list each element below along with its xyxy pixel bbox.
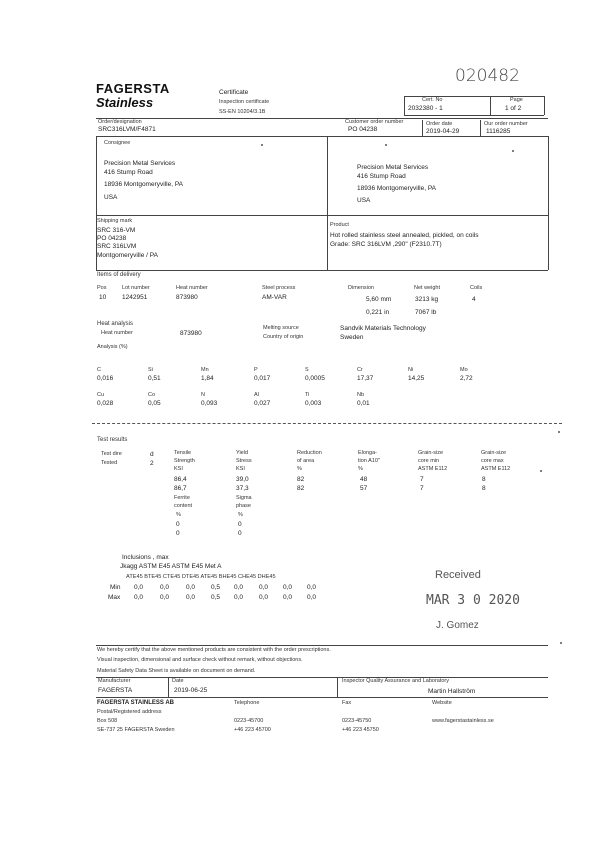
inspection-statement: Visual inspection, dimensional and surface check without remark, without objections. bbox=[97, 657, 303, 663]
handwritten-number: 020482 bbox=[455, 66, 520, 86]
signoff-date-label: Date bbox=[172, 678, 184, 684]
consignee-line: USA bbox=[104, 194, 118, 201]
delivery-section-label: Items of delivery bbox=[97, 272, 141, 278]
inclusion-cell: 0,0 bbox=[234, 594, 244, 601]
chem-value: 0,017 bbox=[254, 375, 271, 382]
inclusions-row-label: Min bbox=[110, 584, 121, 591]
chem-element: S bbox=[305, 367, 309, 373]
test-cell: 8 bbox=[482, 476, 486, 483]
head-sigma: Sigma bbox=[236, 495, 252, 501]
head-elongation: Elonga- bbox=[358, 450, 377, 456]
head-grain-max: Grain-size bbox=[481, 450, 507, 456]
head-elongation: % bbox=[358, 466, 363, 472]
delivery-dimension: 5,60 mm bbox=[366, 296, 392, 303]
head-yield: Stress bbox=[236, 458, 252, 464]
chem-element: Mo bbox=[460, 367, 468, 373]
footer-city: SE-737 25 FAGERSTA Sweden bbox=[97, 727, 175, 733]
page-label: Page bbox=[510, 97, 523, 103]
analysis-label: Analysis (%) bbox=[97, 344, 128, 350]
shipping-mark-line: SRC 316-VM bbox=[97, 227, 136, 234]
head-ferrite: content bbox=[174, 503, 193, 509]
cert-no-label: Cert. No bbox=[422, 97, 443, 103]
test-cell: 7 bbox=[420, 485, 424, 492]
scan-speck bbox=[558, 431, 560, 433]
our-order-number: 1116285 bbox=[486, 128, 511, 135]
sigma-value: 0 bbox=[238, 530, 242, 537]
scan-speck bbox=[560, 642, 562, 644]
head-reduction: % bbox=[297, 466, 302, 472]
delivery-col-dimension: Dimension bbox=[348, 285, 374, 291]
chem-element: Nb bbox=[357, 392, 365, 398]
chem-value: 1,84 bbox=[201, 375, 214, 382]
footer-website-label: Website bbox=[432, 700, 452, 706]
inclusion-cell: 0,0 bbox=[186, 594, 196, 601]
inclusions-row-label: Max bbox=[108, 594, 121, 601]
consignee-label: Consignee bbox=[104, 140, 131, 146]
ferrite-value: 0 bbox=[176, 530, 180, 537]
chem-value: 2,72 bbox=[460, 375, 473, 382]
company-logo-text: FAGERSTA bbox=[96, 81, 170, 96]
cert-no: 2032380 - 1 bbox=[408, 105, 443, 112]
buyer-line: 416 Stump Road bbox=[357, 173, 406, 180]
chem-element: Cr bbox=[357, 367, 363, 373]
footer-box: Box 508 bbox=[97, 718, 118, 724]
chem-element: Al bbox=[254, 392, 259, 398]
chem-element: Ni bbox=[408, 367, 414, 373]
received-stamp-date: MAR 3 0 2020 bbox=[426, 593, 520, 608]
delivery-col-heat: Heat number bbox=[176, 285, 208, 291]
chem-element: C bbox=[97, 367, 101, 373]
buyer-line: USA bbox=[357, 197, 371, 204]
chem-element: N bbox=[201, 392, 205, 398]
country-of-origin: Sweden bbox=[340, 334, 364, 341]
head-elongation: tion A10" bbox=[358, 458, 380, 464]
delivery-pos: 10 bbox=[99, 294, 107, 301]
doc-subtitle: Inspection certificate bbox=[219, 99, 270, 105]
test-cell: 86,4 bbox=[174, 476, 187, 483]
head-grain-min: ASTM E112 bbox=[418, 466, 448, 472]
tested-label: Tested bbox=[101, 460, 118, 466]
buyer-line: 18936 Montgomeryville, PA bbox=[357, 185, 437, 192]
manufacturer: FAGERSTA bbox=[98, 687, 133, 694]
inspector-name: Martin Hallström bbox=[428, 688, 476, 695]
delivery-col-weight: Net weight bbox=[414, 285, 440, 291]
order-date: 2019-04-29 bbox=[426, 128, 460, 135]
head-tensile: KSI bbox=[174, 466, 183, 472]
inclusions-columns: ATE45 BTE45 CTE45 DTE45 ATE45 BHE45 CHE45 DHE45 bbox=[126, 574, 276, 580]
customer-order-label: Customer order number bbox=[345, 119, 404, 125]
chem-value: 0,003 bbox=[305, 400, 322, 407]
shipping-mark-label: Shipping mark bbox=[97, 218, 133, 224]
test-direction: d bbox=[150, 451, 154, 458]
head-yield: KSI bbox=[236, 466, 245, 472]
chem-value: 0,0005 bbox=[305, 375, 325, 382]
scan-speck bbox=[261, 144, 263, 146]
test-cell: 39,0 bbox=[236, 476, 249, 483]
test-cell: 57 bbox=[360, 485, 368, 492]
test-cell: 37,3 bbox=[236, 485, 249, 492]
inclusions-method: Jkagg ASTM E45 ASTM E45 Met A bbox=[120, 563, 222, 570]
inclusion-cell: 0,0 bbox=[134, 584, 144, 591]
order-designation: SRC316LVM/F4871 bbox=[98, 126, 156, 133]
test-cell: 86,7 bbox=[174, 485, 187, 492]
scan-speck bbox=[540, 470, 542, 472]
chem-value: 0,01 bbox=[357, 400, 370, 407]
product-description: Hot rolled stainless steel annealed, pickled, on coils bbox=[330, 232, 479, 239]
delivery-process: AM-VAR bbox=[262, 294, 287, 301]
received-stamp-word: Received bbox=[435, 569, 481, 581]
sigma-value: 0 bbox=[238, 521, 242, 528]
chem-element: Cu bbox=[97, 392, 105, 398]
chem-element: P bbox=[254, 367, 258, 373]
chem-value: 0,016 bbox=[97, 375, 114, 382]
inclusion-cell: 0,0 bbox=[307, 594, 317, 601]
head-reduction: of area bbox=[297, 458, 315, 464]
head-tensile: Tensile bbox=[174, 450, 192, 456]
footer-address-label: Postal/Registered address bbox=[97, 709, 162, 715]
chem-element: Si bbox=[148, 367, 153, 373]
head-grain-max: core max bbox=[481, 458, 504, 464]
shipping-mark-line: SRC 316LVM bbox=[97, 243, 137, 250]
head-grain-max: ASTM E112 bbox=[481, 466, 511, 472]
our-order-label: Our order number bbox=[484, 121, 528, 127]
chem-value: 0,093 bbox=[201, 400, 218, 407]
delivery-weight-lb: 7067 lb bbox=[415, 309, 437, 316]
head-tensile: Strength bbox=[174, 458, 195, 464]
product-label: Product bbox=[330, 222, 349, 228]
footer-fax-label: Fax bbox=[342, 700, 352, 706]
received-stamp-name: J. Gomez bbox=[436, 620, 479, 631]
scan-speck bbox=[512, 150, 514, 152]
head-reduction: Reduction bbox=[297, 450, 322, 456]
test-cell: 48 bbox=[360, 476, 368, 483]
inclusion-cell: 0,5 bbox=[211, 594, 221, 601]
order-designation-label: Order/designation bbox=[98, 119, 142, 125]
inclusions-title: Inclusions , max bbox=[122, 554, 169, 561]
chem-element: Co bbox=[148, 392, 156, 398]
heat-number-label: Heat number bbox=[101, 330, 133, 336]
footer-fax-intl: +46 223 45750 bbox=[342, 727, 379, 733]
consignee-line: 416 Stump Road bbox=[104, 169, 153, 176]
delivery-coils: 4 bbox=[472, 296, 476, 303]
ferrite-value: 0 bbox=[176, 521, 180, 528]
chem-value: 0,028 bbox=[97, 400, 114, 407]
inclusion-cell: 0,5 bbox=[211, 584, 221, 591]
chem-value: 0,51 bbox=[148, 375, 161, 382]
heat-number: 873980 bbox=[180, 330, 202, 337]
inclusion-cell: 0,0 bbox=[134, 594, 144, 601]
manufacturer-label: Manufacturer bbox=[98, 678, 131, 684]
inclusion-cell: 0,0 bbox=[307, 584, 317, 591]
footer-telephone-intl: +46 223 45700 bbox=[234, 727, 271, 733]
delivery-col-coils: Coils bbox=[470, 285, 483, 291]
test-direction-label: Test dire bbox=[101, 451, 122, 457]
melting-source: Sandvik Materials Technology bbox=[340, 325, 426, 332]
head-grain-min: Grain-size bbox=[418, 450, 444, 456]
country-label: Country of origin bbox=[263, 334, 304, 340]
footer-website: www.fagerstastainless.se bbox=[432, 718, 494, 724]
page-number: 1 of 2 bbox=[505, 105, 522, 112]
test-cell: 8 bbox=[482, 485, 486, 492]
consignee-line: 18936 Montgomeryville, PA bbox=[104, 181, 184, 188]
footer-fax: 0223-45750 bbox=[342, 718, 372, 724]
tested-count: 2 bbox=[150, 460, 154, 467]
product-grade: Grade: SRC 316LVM ,290" (F2310.7T) bbox=[330, 241, 442, 248]
inclusion-cell: 0,0 bbox=[160, 594, 170, 601]
chem-value: 17,37 bbox=[357, 375, 374, 382]
test-cell: 7 bbox=[420, 476, 424, 483]
footer-telephone-label: Telephone bbox=[234, 700, 260, 706]
footer-company: FAGERSTA STAINLESS AB bbox=[97, 700, 175, 706]
delivery-heat: 873980 bbox=[176, 294, 198, 301]
scan-speck bbox=[385, 144, 387, 146]
delivery-weight-kg: 3213 kg bbox=[415, 296, 439, 303]
delivery-lot: 1242951 bbox=[122, 294, 148, 301]
buyer-line: Precision Metal Services bbox=[357, 164, 429, 171]
head-ferrite: % bbox=[176, 512, 181, 518]
consignee-line: Precision Metal Services bbox=[104, 160, 176, 167]
certification-statement: We hereby certify that the above mentioned products are consistent with the order prescriptions. bbox=[97, 647, 331, 653]
delivery-col-process: Steel process bbox=[262, 285, 296, 291]
order-date-label: Order date bbox=[426, 121, 453, 127]
footer-telephone: 0223-45700 bbox=[234, 718, 264, 724]
chem-element: Mn bbox=[201, 367, 209, 373]
tests-section-label: Test results bbox=[97, 437, 128, 443]
test-cell: 82 bbox=[297, 485, 305, 492]
inspector-label: Inspector Quality Assurance and Laboratory bbox=[342, 678, 450, 684]
inclusion-cell: 0,0 bbox=[283, 594, 293, 601]
doc-standard: SS-EN 10204/3.1B bbox=[219, 109, 266, 115]
delivery-col-pos: Pos bbox=[97, 285, 107, 291]
chem-value: 0,05 bbox=[148, 400, 161, 407]
delivery-dimension-in: 0,221 in bbox=[366, 309, 390, 316]
delivery-col-lot: Lot number bbox=[122, 285, 150, 291]
inclusion-cell: 0,0 bbox=[283, 584, 293, 591]
inclusion-cell: 0,0 bbox=[186, 584, 196, 591]
head-sigma: phase bbox=[236, 503, 251, 509]
inclusion-cell: 0,0 bbox=[259, 594, 269, 601]
company-logo-subtext: Stainless bbox=[96, 95, 154, 110]
head-grain-min: core min bbox=[418, 458, 440, 464]
head-yield: Yield bbox=[236, 450, 249, 456]
test-cell: 82 bbox=[297, 476, 305, 483]
melting-source-label: Melting source bbox=[263, 325, 299, 331]
signoff-date: 2019-06-25 bbox=[174, 687, 208, 694]
head-ferrite: Ferrite bbox=[174, 495, 190, 501]
inclusion-cell: 0,0 bbox=[160, 584, 170, 591]
shipping-mark-line: Montgomeryville / PA bbox=[97, 252, 158, 259]
shipping-mark-line: PO 04238 bbox=[97, 235, 127, 242]
chem-value: 14,25 bbox=[408, 375, 425, 382]
heat-section-label: Heat analysis bbox=[97, 321, 134, 327]
chem-element: Ti bbox=[305, 392, 310, 398]
safety-sheet-statement: Material Safety Data Sheet is available on document on demand. bbox=[97, 668, 256, 674]
head-sigma: % bbox=[238, 512, 243, 518]
customer-order-number: PO 04238 bbox=[348, 126, 378, 133]
inclusion-cell: 0,0 bbox=[259, 584, 269, 591]
chem-value: 0,027 bbox=[254, 400, 271, 407]
doc-type: Certificate bbox=[219, 89, 249, 96]
inclusion-cell: 0,0 bbox=[234, 584, 244, 591]
